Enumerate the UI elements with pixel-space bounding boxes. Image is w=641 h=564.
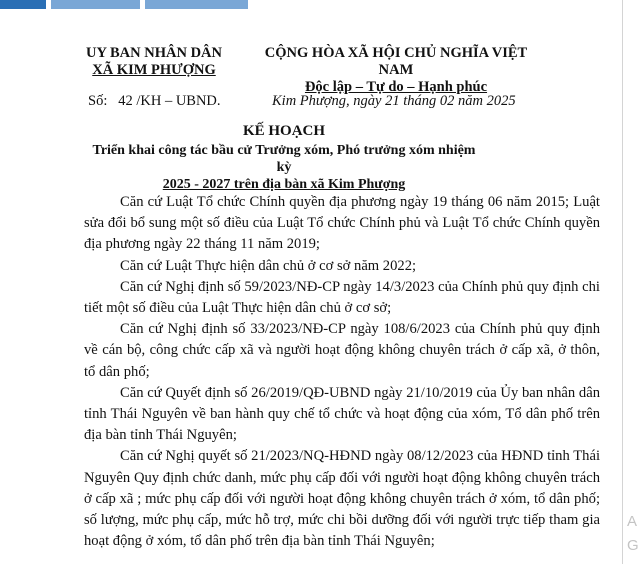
document-title: KẾ HOẠCH xyxy=(242,123,326,139)
tab-bar xyxy=(0,0,641,9)
document-number: Số: 42 /KH – UBND. xyxy=(88,93,221,109)
tab-2[interactable] xyxy=(51,0,140,9)
subtitle-line-1: Triển khai công tác bầu cử Trưởng xóm, Phó trưởng xóm nhiệm kỳ xyxy=(92,143,476,175)
paragraph: Căn cứ Nghị định số 59/2023/NĐ-CP ngày 14/3/2023 của Chính phủ quy định chi tiết một số điều của Luật Thực hiện dân chủ ở cơ sở; xyxy=(84,278,600,317)
activation-watermark xyxy=(627,510,641,558)
paragraph: Căn cứ Quyết định số 26/2019/QĐ-UBND ngày 21/10/2019 của Ủy ban nhân dân tỉnh Thái Nguyên về ban hành quy chế tổ chức và hoạt động của xóm, Tổ dân phố trên địa bàn tỉnh Thái Nguyên; xyxy=(84,384,600,444)
tab-1[interactable] xyxy=(0,0,46,9)
paragraph: Căn cứ Nghị quyết số 21/2023/NQ-HĐND ngày 08/12/2023 của HĐND tỉnh Thái Nguyên Quy định chức danh, mức phụ cấp đối với người hoạt động không chuyên trách ở cấp xã ; mức phụ cấp đối với người hoạt động không chuyên trách ở xóm, tổ dân phố; số lượng, mức phụ cấp, mức hỗ trợ, mức chi bồi dưỡng đối với người trực tiếp tham gia hoạt động ở xóm, tổ dân phố trên địa bàn tỉnh Thái Nguyên; xyxy=(84,448,600,550)
paragraph: Căn cứ Nghị định số 33/2023/NĐ-CP ngày 108/6/2023 của Chính phủ quy định về cán bộ, công chức cấp xã và người hoạt động không chuyên trách ở cấp xã, ở thôn, tổ dân phố; xyxy=(84,321,600,380)
subtitle-line-2: 2025 - 2027 trên địa bàn xã Kim Phượng xyxy=(162,177,406,192)
page-edge-divider xyxy=(622,0,623,564)
national-motto xyxy=(247,45,545,96)
paragraph: Căn cứ Luật Thực hiện dân chủ ở cơ sở năm 2022; xyxy=(120,257,417,274)
paragraph: Căn cứ Luật Tổ chức Chính quyền địa phương ngày 19 tháng 06 năm 2015; Luật sửa đổi bổ sung một số điều của Luật Tổ chức Chính phủ và Luật Tổ chức Chính quyền địa phương ngày 22 tháng 11 năm 2019; xyxy=(84,194,600,253)
authority-line-2: XÃ KIM PHƯỢNG xyxy=(92,62,216,78)
document-body xyxy=(84,192,600,552)
motto-line: Độc lập – Tự do – Hạnh phúc xyxy=(304,79,488,95)
watermark-line-2: G xyxy=(627,537,639,554)
document-subtitle xyxy=(84,142,484,193)
watermark-line-1: A xyxy=(627,513,638,530)
authority-line-1: UY BAN NHÂN DÂN xyxy=(85,45,222,61)
date-line: Kim Phượng, ngày 21 tháng 02 năm 2025 xyxy=(272,93,516,109)
issuing-authority xyxy=(84,45,224,79)
tab-3[interactable] xyxy=(145,0,248,9)
national-name: CỘNG HÒA XÃ HỘI CHỦ NGHĨA VIỆT NAM xyxy=(264,45,528,78)
